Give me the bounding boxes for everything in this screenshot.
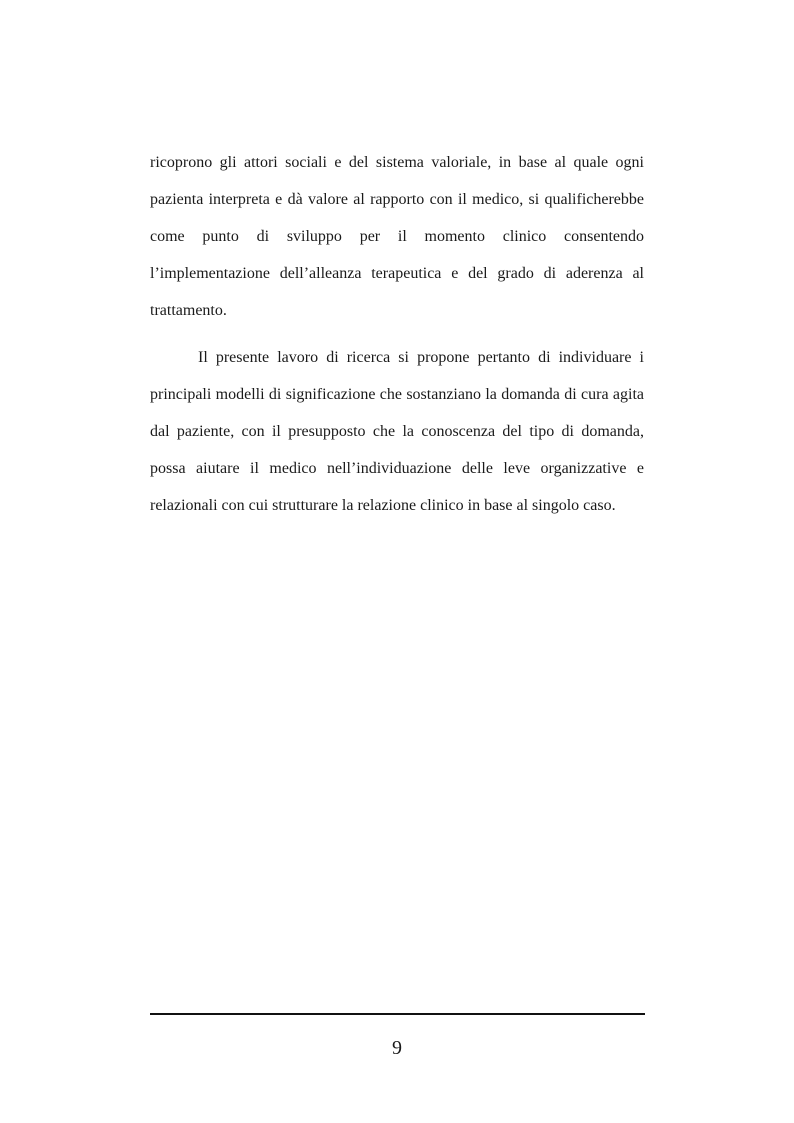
body-text: [150, 144, 644, 524]
paragraph-1: [150, 144, 644, 329]
text-line: principali modelli di significazione che sostanziano la domanda di cura agita: [150, 386, 644, 403]
text-line: dal paziente, con il presupposto che la conoscenza del tipo di domanda,: [150, 423, 644, 440]
text-line: Il presente lavoro di ricerca si propone pertanto di individuare i: [198, 349, 644, 366]
text-line: l’implementazione dell’alleanza terapeutica e del grado di aderenza al: [150, 265, 644, 282]
page-number: 9: [392, 1037, 402, 1059]
footer-divider: [150, 1013, 645, 1015]
paragraph-2: [150, 339, 644, 524]
text-line: trattamento.: [150, 302, 227, 319]
text-line: relazionali con cui strutturare la relazione clinico in base al singolo caso.: [150, 497, 616, 514]
text-line: pazienta interpreta e dà valore al rapporto con il medico, si qualificherebbe: [150, 191, 644, 208]
text-line: ricoprono gli attori sociali e del sistema valoriale, in base al quale ogni: [150, 154, 644, 171]
text-line: come punto di sviluppo per il momento clinico consentendo: [150, 228, 644, 245]
text-line: possa aiutare il medico nell’individuazione delle leve organizzative e: [150, 460, 644, 477]
